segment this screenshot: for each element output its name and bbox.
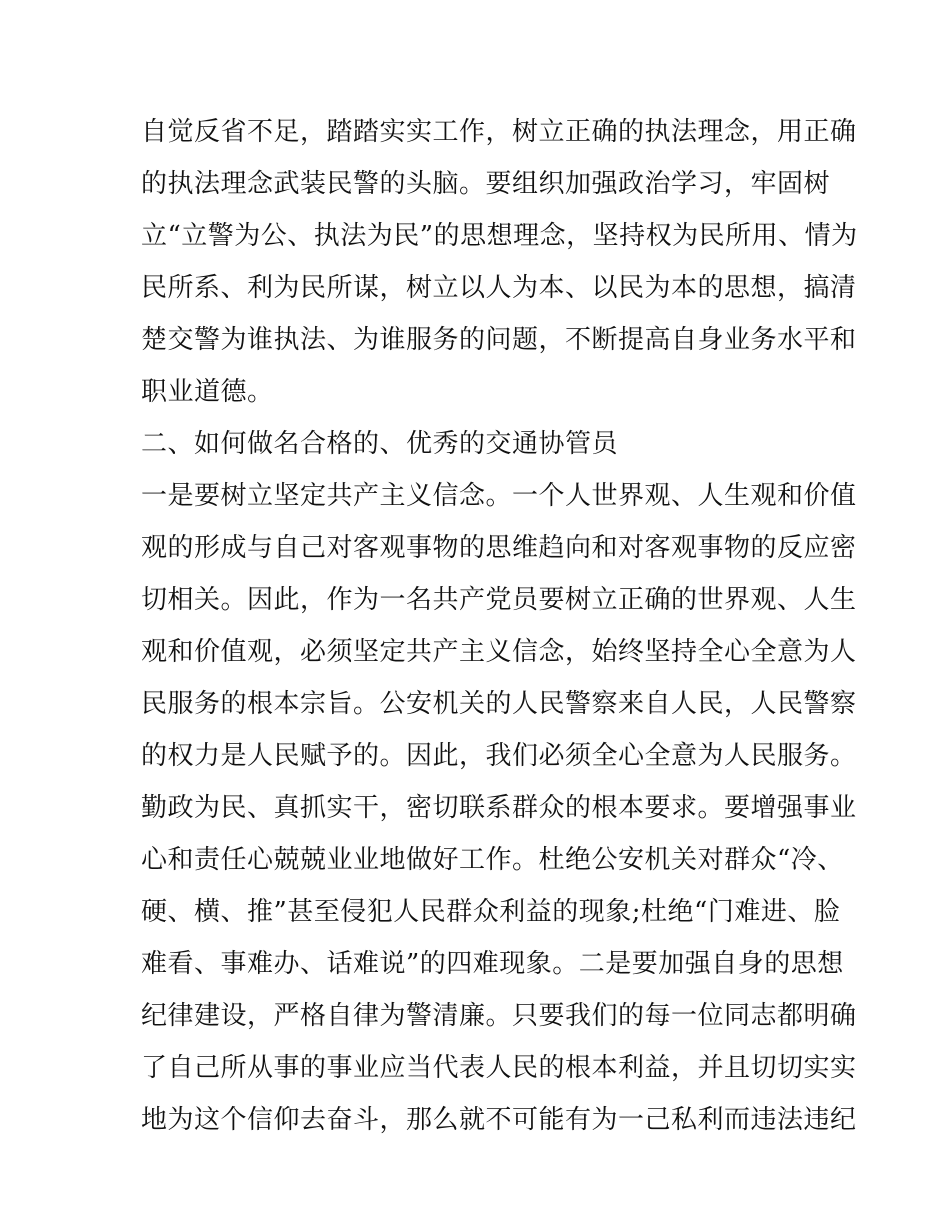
text-line: 立“立警为公、执法为民”的思想理念，坚持权为民所用、情为 bbox=[141, 221, 858, 251]
text-line: 民所系、利为民所谋，树立以人为本、以民为本的思想，搞清 bbox=[141, 273, 857, 303]
text-line: 自觉反省不足，踏踏实实工作，树立正确的执法理念，用正确 bbox=[141, 117, 857, 147]
section-heading: 二、如何做名合格的、优秀的交通协管员 bbox=[141, 429, 619, 459]
text-line: 纪律建设，严格自律为警清廉。只要我们的每一位同志都明确 bbox=[141, 1001, 857, 1031]
text-line: 硬、横、推”甚至侵犯人民群众利益的现象;杜绝“门难进、脸 bbox=[141, 897, 841, 927]
text-line: 观和价值观，必须坚定共产主义信念，始终坚持全心全意为人 bbox=[141, 637, 857, 667]
text-line: 的执法理念武装民警的头脑。要组织加强政治学习，牢固树 bbox=[141, 169, 831, 199]
body-text bbox=[141, 106, 858, 1146]
text-line: 切相关。因此，作为一名共产党员要树立正确的世界观、人生 bbox=[141, 585, 857, 615]
text-line: 的权力是人民赋予的。因此，我们必须全心全意为人民服务。 bbox=[141, 741, 857, 771]
text-line: 职业道德。 bbox=[141, 377, 274, 407]
text-line: 观的形成与自己对客观事物的思维趋向和对客观事物的反应密 bbox=[141, 533, 857, 563]
text-line: 一是要树立坚定共产主义信念。一个人世界观、人生观和价值 bbox=[141, 481, 857, 511]
text-line: 楚交警为谁执法、为谁服务的问题，不断提高自身业务水平和 bbox=[141, 325, 857, 355]
text-line: 了自己所从事的事业应当代表人民的根本利益，并且切切实实 bbox=[141, 1053, 857, 1083]
text-line: 地为这个信仰去奋斗，那么就不可能有为一己私利而违法违纪 bbox=[141, 1105, 857, 1135]
text-line: 难看、事难办、话难说”的四难现象。二是要加强自身的思想 bbox=[141, 949, 844, 979]
text-line: 民服务的根本宗旨。公安机关的人民警察来自人民，人民警察 bbox=[141, 689, 857, 719]
text-line: 勤政为民、真抓实干，密切联系群众的根本要求。要增强事业 bbox=[141, 793, 857, 823]
text-line: 心和责任心兢兢业业地做好工作。杜绝公安机关对群众“冷、 bbox=[141, 845, 844, 875]
